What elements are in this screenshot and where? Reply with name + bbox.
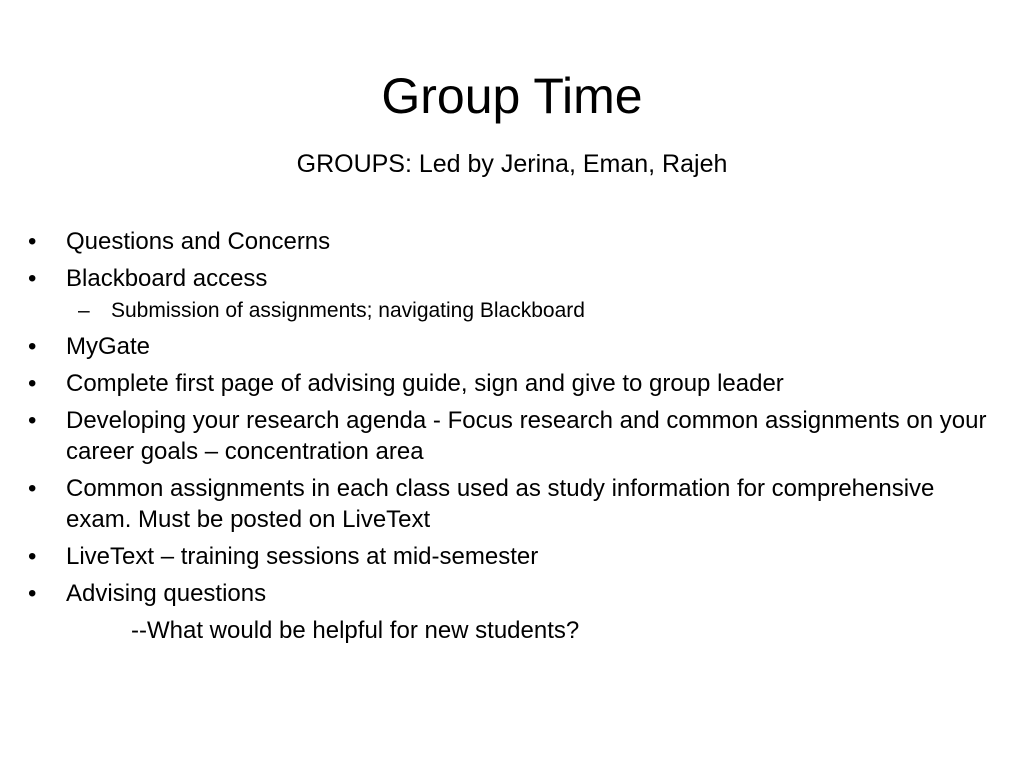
sub-bullet-item: – Submission of assignments; navigating Blackboard xyxy=(28,297,988,325)
bullet-list xyxy=(28,226,988,652)
bullet-item: • MyGate xyxy=(28,331,988,362)
bullet-item: • Questions and Concerns xyxy=(28,226,988,257)
continuation-line: --What would be helpful for new students? xyxy=(131,617,580,644)
slide-subtitle: GROUPS: Led by Jerina, Eman, Rajeh xyxy=(296,150,728,178)
bullet-item: • Advising questions xyxy=(28,578,988,609)
slide-title: Group Time xyxy=(381,68,643,124)
bullet-item: • Developing your research agenda - Focus research and common assignments on your career goals – concentration area xyxy=(28,405,988,467)
bullet-item: • LiveText – training sessions at mid-semester xyxy=(28,541,988,572)
bullet-item: • Common assignments in each class used as study information for comprehensive exam. Must be posted on LiveText xyxy=(28,473,988,535)
bullet-item: • Complete first page of advising guide, sign and give to group leader xyxy=(28,368,988,399)
bullet-item: • Blackboard access xyxy=(28,263,988,294)
